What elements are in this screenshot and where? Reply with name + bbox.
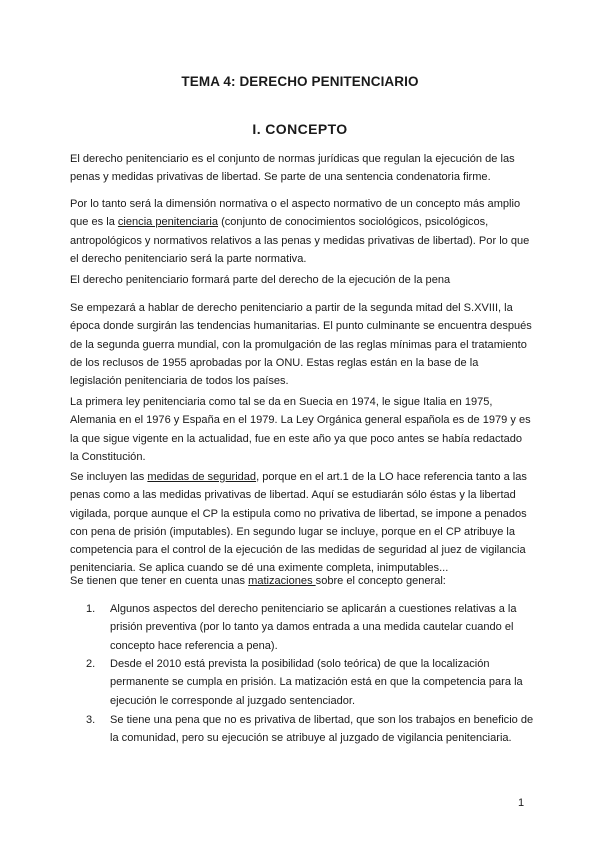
page-number: 1 [518,797,525,809]
paragraph-1: El derecho penitenciario es el conjunto de normas jurídicas que regulan la ejecución de las penas y medidas privativas de libertad. Se parte de una sentencia condenatoria firme. [70,153,515,184]
list-item [88,600,536,655]
list-item [88,655,536,710]
matizaciones-term: matizaciones [248,575,316,587]
list-text: Algunos aspectos del derecho penitenciario se aplicarán a cuestiones relativas a la prisión preventiva (por lo tanto ya damos entrada a una medida cautelar cuando el concepto hace referencia a pena). [110,603,517,652]
list-number: 1. [86,603,96,615]
section-heading: I. CONCEPTO [252,121,348,137]
paragraph-5: La primera ley penitenciaria como tal se da en Suecia en 1974, le sigue Italia en 1975, Alemania en el 1976 y España en el 1979. La Ley Orgánica general española es de 1979 y es la que sigue vigente en la actualidad, fue en este año ya que poco antes se había redactado la Constitución. [70,396,531,463]
paragraph-3: El derecho penitenciario formará parte del derecho de la ejecución de la pena [70,274,451,286]
list-item [88,711,536,748]
paragraph-2-before: Por lo tanto será la dimensión normativa o el aspecto normativo de un concepto más amplio que es la [70,198,521,229]
paragraph-4: Se empezará a hablar de derecho penitenciario a partir de la segunda mitad del S.XVIII, la época donde surgirán las tendencias humanitarias. El punto culminante se encuentra después de la segunda guerra mundial, con la promulgación de las reglas mínimas para el tratamiento de los reclusos de 1955 aprobadas por la ONU. Estas reglas están en la base de la legislación penitenciaria de todos los países. [70,302,532,388]
paragraph-2-after: (conjunto de conocimientos sociológicos, psicológicos, antropológicos y normativos relativos a las penas y medidas privativas de libertad). Por lo que el derecho penitenciario será la parte normativa. [70,216,530,265]
paragraph-6 [70,468,532,578]
list-number: 3. [86,714,96,726]
paragraph-2 [70,195,532,268]
list-text: Se tiene una pena que no es privativa de libertad, que son los trabajos en beneficio de la comunidad, pero su ejecución se atribuye al juzgado de vigilancia penitenciaria. [110,714,534,745]
paragraph-6-after: , porque en el art.1 de la LO hace referencia tanto a las penas como a las medidas privativas de libertad. Aquí se estudiarán sólo éstas y la libertad vigilada, porque aunque el CP la estipula como no privativa de libertad, se impone a penados con pena de prisión (imputables). En segundo lugar se incluye, porque en el CP atribuye la competencia para el control de la ejecución de las medidas de seguridad al juez de vigilancia penitenciaria. Se aplica cuando se dé una eximente completa, inimputables... [70,471,527,575]
paragraph-7-before: Se tienen que tener en cuenta unas [70,575,249,587]
paragraph-7 [70,572,532,590]
ciencia-penitenciaria-term: ciencia penitenciaria [117,216,219,229]
document-title: TEMA 4: DERECHO PENITENCIARIO [181,74,419,89]
paragraph-7-after: sobre el concepto general: [315,575,446,587]
list-number: 2. [86,658,96,670]
list-text: Desde el 2010 está prevista la posibilidad (solo teórica) de que la localización permanente se cumpla en prisión. La matización está en que la competencia para la ejecución le corresponde al juzgado sentenciador. [110,658,523,707]
paragraph-6-before: Se incluyen las [70,471,148,483]
medidas-de-seguridad-term: medidas de seguridad [147,471,257,483]
